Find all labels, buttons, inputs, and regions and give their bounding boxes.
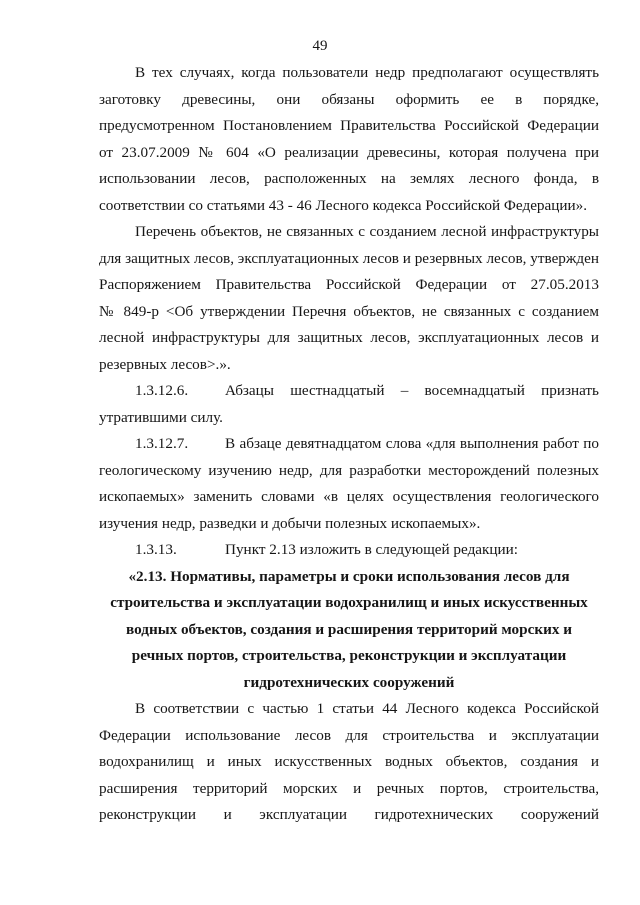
section-heading-2-13 [99,564,599,697]
text-line: изучения недр, разведки и добычи полезных ископаемых». [99,514,481,532]
text-line: реконструкции и эксплуатации гидротехнических сооружений [99,806,599,823]
item-first-line [99,431,599,458]
text-line: В тех случаях, когда пользователи недр предполагают осуществлять [135,64,599,81]
item-1-3-12-6 [99,378,599,431]
text-line: водохранилищ и иных искусственных водных объектов, создания и [99,753,599,770]
paragraph-objects-list [99,219,599,378]
text-line: для защитных лесов, эксплуатационных лесов и резервных лесов, утвержден [99,249,599,267]
text-line: лесной инфраструктуры для защитных лесов, эксплуатационных лесов и [99,329,599,346]
item-1-3-12-7 [99,431,599,537]
text-line: № 849-р <Об утверждении Перечня объектов, не связанных с созданием [99,302,599,320]
text-line: Распоряжением Правительства Российской Федерации от 27.05.2013 [99,276,599,293]
text-line: предусмотренном Постановлением Правительства Российской Федерации [99,117,599,134]
heading-line: строительства и эксплуатации водохранилищ и иных искусственных [110,594,588,611]
text-line: Федерации использование лесов для строительства и эксплуатации [99,726,599,744]
item-number: 1.3.13. [135,541,177,558]
item-number: 1.3.12.6. [135,382,189,399]
text-line: использовании лесов, расположенных на землях лесного фонда, в [99,170,599,187]
text-line: заготовку древесины, они обязаны оформить ее в порядке, [99,90,599,108]
item-first-line [99,378,599,405]
text-line: резервных лесов>.». [99,355,231,373]
text-line: соответствии со статьями 43 - 46 Лесного кодекса Российской Федерации». [99,196,588,214]
heading-line: «2.13. Нормативы, параметры и сроки использования лесов для [128,567,570,585]
text-line: ископаемых» заменить словами «в целях осуществления геологического [99,488,599,505]
paragraph-article-44 [99,696,599,829]
paragraph-timber-harvesting [99,60,599,219]
item-1-3-13 [99,537,599,564]
text-line: утратившими силу. [99,408,223,426]
page-number: 49 [312,38,328,54]
text-line: В абзаце девятнадцатом слова «для выполнения работ по [225,435,599,452]
body-text [99,60,599,829]
text-line: геологическому изучению недр, для разработки месторождений полезных [99,461,599,479]
text-line: Пункт 2.13 изложить в следующей редакции: [225,541,519,558]
text-line: от 23.07.2009 № 604 «О реализации древесины, которая получена при [99,143,599,161]
heading-line: водных объектов, создания и расширения территорий морских и [126,620,572,638]
text-line: Абзацы шестнадцатый – восемнадцатый признать [225,382,599,399]
heading-line: гидротехнических сооружений [243,673,455,691]
heading-line: речных портов, строительства, реконструкции и эксплуатации [131,647,567,664]
text-line: Перечень объектов, не связанных с созданием лесной инфраструктуры [135,223,599,240]
item-first-line [99,537,599,564]
text-line: расширения территорий морских и речных портов, строительства, [99,779,599,797]
item-number: 1.3.12.7. [135,435,189,452]
text-line: В соответствии с частью 1 статьи 44 Лесного кодекса Российской [135,700,599,717]
